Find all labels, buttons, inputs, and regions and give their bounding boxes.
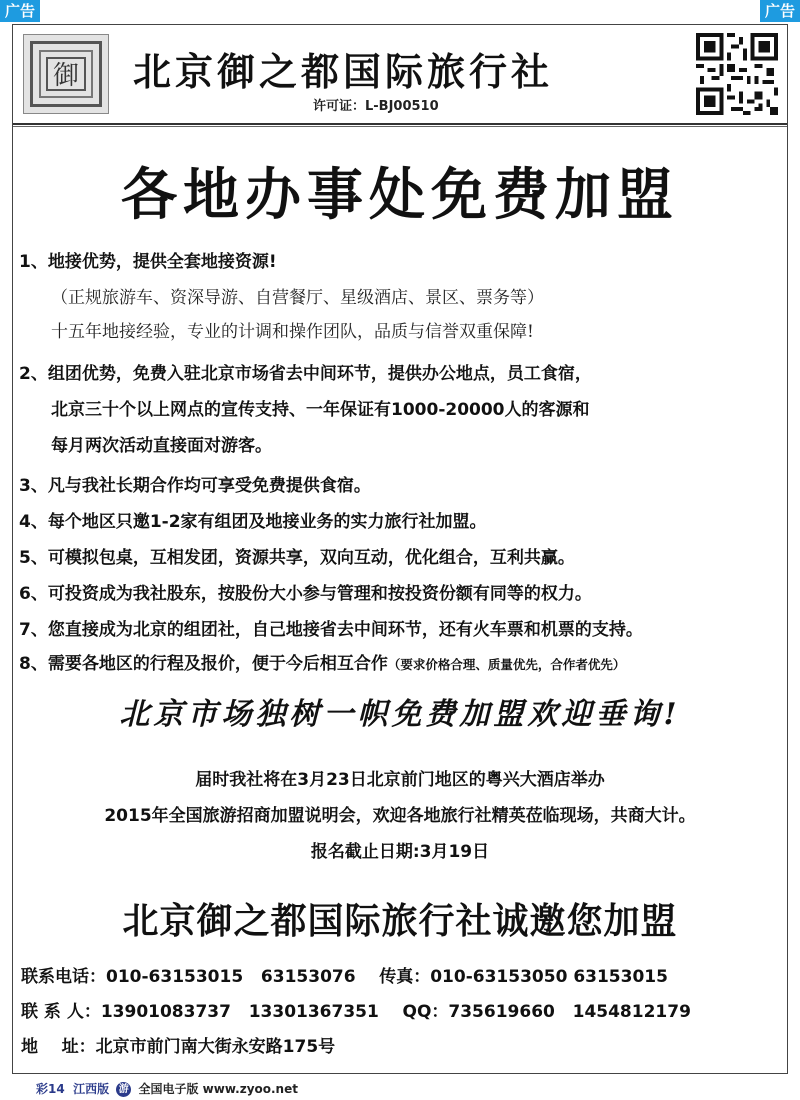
event-announcement: 届时我社将在3月23日北京前门地区的粤兴大酒店举办 xyxy=(195,770,605,790)
qr-code-icon xyxy=(696,33,778,115)
logo-character: 御 xyxy=(46,57,86,91)
benefit-item: 5、可模拟包桌，互相发团，资源共享，双向互动，优化组合，互利共赢。 xyxy=(19,548,575,568)
edition-badge-icon: 游 xyxy=(116,1082,131,1097)
benefit-item: 4、每个地区只邀1-2家有组团及地接业务的实力旅行社加盟。 xyxy=(19,512,487,532)
benefit-item: 7、您直接成为北京的组团社，自己地接省去中间环节，还有火车票和机票的支持。 xyxy=(19,620,643,640)
benefit-item: 3、凡与我社长期合作均可享受免费提供食宿。 xyxy=(19,476,371,496)
contact-phone-fax: 联系电话：010-63153015 63153076 传真：010-63153050 63153015 xyxy=(21,967,668,987)
headline: 各地办事处免费加盟 xyxy=(121,163,679,228)
benefit-item xyxy=(19,649,625,674)
advertisement-frame xyxy=(12,24,788,1074)
benefit-detail: 十五年地接经验，专业的计调和操作团队，品质与信誉双重保障! xyxy=(51,322,534,342)
ad-tag-right: 广告 xyxy=(760,0,800,22)
benefit-detail: （正规旅游车、资深导游、自营餐厅、星级酒店、景区、票务等） xyxy=(51,288,544,308)
benefit-item-note: （要求价格合理、质量优先，合作者优先） xyxy=(387,657,626,672)
benefit-item: 2、组团优势，免费入驻北京市场省去中间环节，提供办公地点，员工食宿， xyxy=(19,364,592,384)
edition-label: 全国电子版 xyxy=(138,1082,199,1096)
agency-name: 北京御之都国际旅行社 xyxy=(133,50,554,94)
page-number: 彩14 xyxy=(36,1082,65,1096)
contact-persons: 联 系 人：13901083737 13301367351 QQ：735619660 1454812179 xyxy=(21,1002,691,1022)
page-footer xyxy=(36,1080,298,1097)
benefit-item: 6、可投资成为我社股东，按股份大小参与管理和按投资份额有同等的权力。 xyxy=(19,584,592,604)
edition-name: 江西版 xyxy=(73,1082,110,1096)
benefit-item-text: 8、需要各地区的行程及报价，便于今后相互合作 xyxy=(19,654,388,674)
license-number: 许可证：L-BJ00510 xyxy=(313,99,439,114)
header-divider xyxy=(13,126,787,127)
benefit-item: 1、地接优势，提供全套地接资源! xyxy=(19,252,277,272)
website-link[interactable]: www.zyoo.net xyxy=(202,1082,298,1096)
agency-logo xyxy=(23,34,109,114)
event-announcement: 2015年全国旅游招商加盟说明会，欢迎各地旅行社精英莅临现场，共商大计。 xyxy=(104,806,696,826)
benefit-detail: 每月两次活动直接面对游客。 xyxy=(51,436,272,456)
agency-header xyxy=(13,25,787,125)
slogan: 北京市场独树一帜免费加盟欢迎垂询! xyxy=(119,697,681,732)
contact-address: 地 址：北京市前门南大街永安路175号 xyxy=(21,1037,336,1057)
registration-deadline: 报名截止日期:3月19日 xyxy=(310,842,490,862)
ad-tag-left: 广告 xyxy=(0,0,40,22)
benefit-detail: 北京三十个以上网点的宣传支持、一年保证有1000-20000人的客源和 xyxy=(51,400,590,420)
invitation-heading: 北京御之都国际旅行社诚邀您加盟 xyxy=(122,901,678,942)
